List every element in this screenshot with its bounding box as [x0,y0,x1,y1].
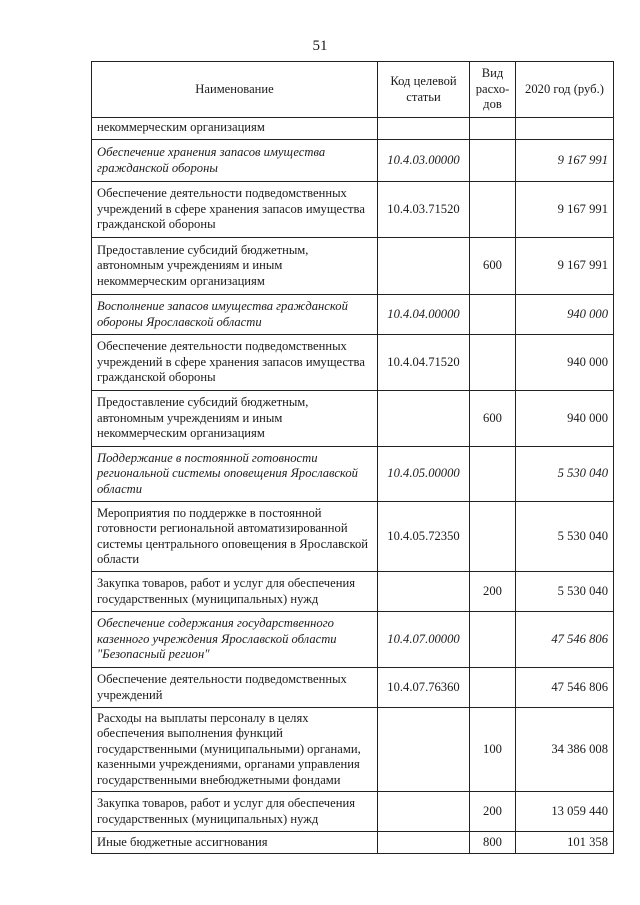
cell-name: Поддержание в постоянной готовности региональной системы оповещения Ярославской области [92,447,378,502]
cell-name: Предоставление субсидий бюджетным, автономным учреждениям и иным некоммерческим организациям [92,391,378,447]
cell-amount: 47 546 806 [516,612,614,668]
cell-code [378,572,470,612]
table-row [92,572,614,612]
table-row [92,832,614,854]
cell-code [378,832,470,854]
table-row [92,708,614,792]
cell-name: Иные бюджетные ассигнования [92,832,378,854]
cell-code [378,391,470,447]
cell-code [378,708,470,792]
cell-kind [470,118,516,140]
cell-name: некоммерческим организациям [92,118,378,140]
cell-code: 10.4.03.71520 [378,182,470,238]
cell-kind: 200 [470,572,516,612]
table-row [92,612,614,668]
cell-kind [470,447,516,502]
table-row [92,238,614,295]
cell-kind [470,140,516,182]
cell-kind [470,295,516,335]
cell-code: 10.4.07.76360 [378,668,470,708]
table-body [92,118,614,854]
cell-kind [470,668,516,708]
cell-name: Восполнение запасов имущества гражданской обороны Ярославской области [92,295,378,335]
cell-amount: 5 530 040 [516,572,614,612]
table-row [92,140,614,182]
table-row [92,118,614,140]
cell-kind: 100 [470,708,516,792]
header-name: Наименование [92,62,378,118]
cell-kind [470,182,516,238]
header-amount: 2020 год (руб.) [516,62,614,118]
cell-code [378,238,470,295]
table-row [92,391,614,447]
cell-name: Предоставление субсидий бюджетным, автономным учреждениям и иным некоммерческим организациям [92,238,378,295]
cell-code: 10.4.04.71520 [378,335,470,391]
budget-table [91,61,614,854]
cell-amount: 101 358 [516,832,614,854]
header-kind: Вид расхо-дов [470,62,516,118]
cell-amount: 9 167 991 [516,182,614,238]
cell-kind: 600 [470,238,516,295]
cell-kind: 600 [470,391,516,447]
cell-amount: 13 059 440 [516,792,614,832]
table-header-row [92,62,614,118]
cell-amount: 9 167 991 [516,238,614,295]
cell-code: 10.4.04.00000 [378,295,470,335]
cell-name: Обеспечение деятельности подведомственных учреждений [92,668,378,708]
cell-name: Обеспечение деятельности подведомственных учреждений в сфере хранения запасов имущества гражданской обороны [92,335,378,391]
table-row [92,295,614,335]
table-row [92,182,614,238]
cell-name: Расходы на выплаты персоналу в целях обеспечения выполнения функций государственными (муниципальными) органами, казенными учреждениями, органами управления государственными внебюджетными фондами [92,708,378,792]
cell-amount: 5 530 040 [516,502,614,572]
cell-amount: 940 000 [516,391,614,447]
table-row [92,502,614,572]
cell-amount: 5 530 040 [516,447,614,502]
cell-name: Обеспечение деятельности подведомственных учреждений в сфере хранения запасов имущества гражданской обороны [92,182,378,238]
cell-code [378,792,470,832]
table-row [92,792,614,832]
cell-kind [470,335,516,391]
cell-kind [470,612,516,668]
cell-kind: 800 [470,832,516,854]
cell-amount: 34 386 008 [516,708,614,792]
page-number: 51 [312,38,328,54]
cell-kind [470,502,516,572]
header-code: Код целевой статьи [378,62,470,118]
cell-name: Закупка товаров, работ и услуг для обеспечения государственных (муниципальных) нужд [92,792,378,832]
cell-name: Закупка товаров, работ и услуг для обеспечения государственных (муниципальных) нужд [92,572,378,612]
cell-amount [516,118,614,140]
cell-amount: 9 167 991 [516,140,614,182]
table-row [92,447,614,502]
cell-code: 10.4.07.00000 [378,612,470,668]
cell-code: 10.4.05.00000 [378,447,470,502]
cell-amount: 940 000 [516,335,614,391]
cell-code [378,118,470,140]
cell-amount: 47 546 806 [516,668,614,708]
cell-name: Обеспечение содержания государственного казенного учреждения Ярославской области "Безопасный регион" [92,612,378,668]
cell-code: 10.4.03.00000 [378,140,470,182]
table-row [92,335,614,391]
cell-amount: 940 000 [516,295,614,335]
table-row [92,668,614,708]
cell-code: 10.4.05.72350 [378,502,470,572]
cell-name: Мероприятия по поддержке в постоянной готовности региональной автоматизированной системы центрального оповещения в Ярославской области [92,502,378,572]
cell-kind: 200 [470,792,516,832]
cell-name: Обеспечение хранения запасов имущества гражданской обороны [92,140,378,182]
